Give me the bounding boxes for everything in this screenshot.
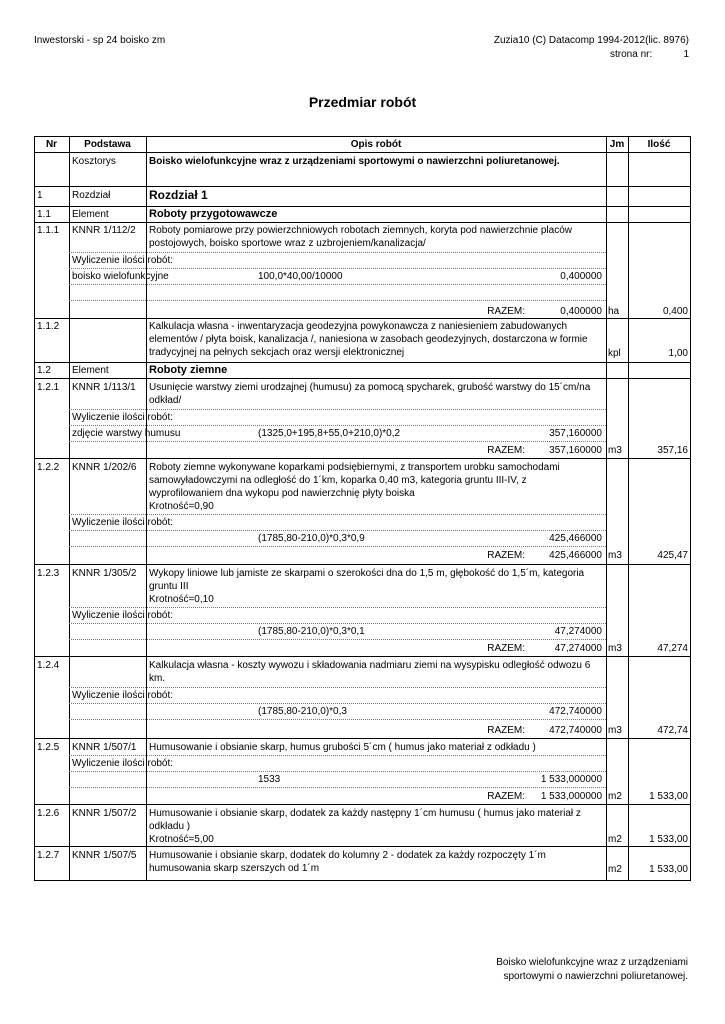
position-description: Roboty pomiarowe przy powierzchniowych robotach ziemnych, koryta pod nawierzchnie placów postojowych, boisko sportowe wraz z uzbrojeniem/kanalizacja/ [149, 225, 572, 249]
razem-value: 1 533,000000 [540, 791, 602, 802]
position-description: Kalkulacja własna - koszty wywozu i składowania nadmiaru ziemi na wysypisku odległość odwozu 6 km. [149, 660, 591, 684]
position-ilosc: 357,16 [657, 445, 688, 456]
document-footer: Boisko wielofunkcyjne wraz z urządzeniami sportowymi o nawierzchni poliuretanowej. [496, 957, 688, 982]
calc-label: Wyliczenie ilości robót: [72, 255, 174, 266]
element-1-1-nr: 1.1 [37, 209, 51, 220]
position-description: Humusowanie i obsianie skarp, humus grubości 5´cm ( humus jako materiał z odkładu ) [149, 742, 536, 753]
razem-value: 472,740000 [549, 725, 602, 736]
razem-label: RAZEM: [487, 550, 525, 561]
position-jm: m2 [608, 864, 622, 875]
position-description: Humusowanie i obsianie skarp, dodatek do kolumny 2 - dodatek za każdy rozpoczęty 1´m humusowania skarp szerszych od 1´m [149, 850, 546, 874]
position-podstawa: KNNR 1/305/2 [72, 568, 137, 579]
calc-formula: (1785,80-210,0)*0,3*0,1 [258, 626, 365, 637]
position-ilosc: 1 533,00 [649, 834, 688, 845]
position-description: Roboty ziemne wykonywane koparkami podsiębiernymi, z transportem urobku samochodami samowyładowczymi na odległość do 1´km, koparka 0,40 m3, kategoria gruntu III-IV, z wyprofilowaniem dna wykopu pod nawierzchnię płyty boiska [149, 462, 560, 499]
kosztorys-title: Boisko wielofunkcyjne wraz z urządzeniami sportowymi o nawierzchni poliuretanowej. [149, 156, 560, 167]
position-podstawa: KNNR 1/112/2 [72, 225, 136, 236]
position-nr: 1.2.7 [37, 850, 60, 861]
rozdzial-nr: 1 [37, 190, 43, 201]
calc-formula: 100,0*40,00/10000 [258, 271, 343, 282]
position-podstawa: KNNR 1/202/6 [72, 462, 137, 473]
calc-label: Wyliczenie ilości robót: [72, 610, 174, 621]
position-nr: 1.2.4 [37, 660, 60, 671]
razem-value: 425,466000 [549, 550, 602, 561]
position-jm: ha [608, 306, 620, 317]
position-jm: m2 [608, 791, 622, 802]
position-description: Wykopy liniowe lub jamiste ze skarpami o szerokości dna do 1,5 m, głębokość do 1,5´m, kategoria gruntu III [149, 568, 585, 592]
position-ilosc: 1 533,00 [649, 864, 688, 875]
position-nr: 1.1.2 [37, 321, 60, 332]
position-nr: 1.1.1 [37, 225, 60, 236]
position-ilosc: 472,74 [657, 725, 688, 736]
element-1-1-title: Roboty przygotowawcze [149, 208, 278, 220]
col-header-jm: Jm [609, 139, 625, 150]
position-ilosc: 1 533,00 [649, 791, 688, 802]
rozdzial-title: Rozdział 1 [149, 188, 208, 202]
page-number-label: strona nr: [610, 49, 653, 60]
col-header-opis: Opis robót [350, 139, 402, 150]
calc-value: 425,466000 [549, 533, 602, 544]
razem-value: 47,274000 [554, 643, 602, 654]
element-1-2-title: Roboty ziemne [149, 364, 228, 376]
document-title: Przedmiar robót [308, 94, 417, 110]
page-number: 1 [683, 49, 689, 60]
position-krotnosc: Krotność=0,90 [149, 501, 214, 512]
position-podstawa: KNNR 1/507/1 [72, 742, 137, 753]
position-nr: 1.2.3 [37, 568, 60, 579]
calc-label: Wyliczenie ilości robót: [72, 517, 174, 528]
position-nr: 1.2.2 [37, 462, 60, 473]
razem-label: RAZEM: [487, 725, 525, 736]
calc-label: Wyliczenie ilości robót: [72, 412, 174, 423]
element-1-2-podstawa: Element [72, 365, 109, 376]
position-jm: m3 [608, 725, 622, 736]
position-jm: m3 [608, 445, 622, 456]
col-header-podstawa: Podstawa [84, 139, 131, 150]
razem-value: 0,400000 [560, 306, 602, 317]
position-jm: kpl [608, 348, 621, 359]
element-1-1-podstawa: Element [72, 209, 109, 220]
position-krotnosc: Krotność=0,10 [149, 594, 214, 605]
position-description: Usunięcie warstwy ziemi urodzajnej (humusu) za pomocą spycharek, grubość warstwy do 15´cm/na odkład/ [149, 382, 591, 406]
position-podstawa: KNNR 1/113/1 [72, 382, 136, 393]
position-podstawa: KNNR 1/507/5 [72, 850, 137, 861]
position-ilosc: 1,00 [668, 348, 688, 359]
calc-item-label: boisko wielofunkcyjne [72, 271, 169, 282]
calc-item-label: zdjęcie warstwy humusu [72, 428, 181, 439]
position-ilosc: 425,47 [657, 550, 688, 561]
position-jm: m3 [608, 643, 622, 654]
position-description: Kalkulacja własna - inwentaryzacja geodezyjna powykonawcza z naniesieniem zabudowanych elementów / płyta boisk, kanalizacja /, naniesiona w zasobach geodezyjnych, dostarczona w formie tradycyjnej na pełnych sekcjach oraz wersji elektronicznej [149, 321, 588, 358]
razem-value: 357,160000 [549, 445, 602, 456]
calc-formula: (1785,80-210,0)*0,3 [258, 706, 347, 717]
position-description: Humusowanie i obsianie skarp, dodatek za każdy następny 1´cm humusu ( humus jako materiał z odkładu ) [149, 808, 581, 832]
col-header-ilosc: Ilość [647, 139, 671, 150]
document-header-right: Zuzia10 (C) Datacomp 1994-2012(lic. 8976) [493, 35, 689, 46]
position-nr: 1.2.6 [37, 808, 60, 819]
position-jm: m2 [608, 834, 622, 845]
calc-label: Wyliczenie ilości robót: [72, 690, 174, 701]
calc-label: Wyliczenie ilości robót: [72, 758, 174, 769]
calc-value: 0,400000 [560, 271, 602, 282]
document-header-left: Inwestorski - sp 24 boisko zm [34, 35, 166, 46]
calc-value: 357,160000 [549, 428, 602, 439]
col-header-nr: Nr [45, 139, 58, 150]
calc-value: 47,274000 [554, 626, 602, 637]
calc-formula: (1325,0+195,8+55,0+210,0)*0,2 [258, 428, 401, 439]
razem-label: RAZEM: [487, 445, 525, 456]
calc-formula: 1533 [258, 774, 281, 785]
position-ilosc: 0,400 [662, 306, 688, 317]
calc-value: 1 533,000000 [540, 774, 602, 785]
razem-label: RAZEM: [487, 306, 525, 317]
position-podstawa: KNNR 1/507/2 [72, 808, 137, 819]
calc-formula: (1785,80-210,0)*0,3*0,9 [258, 533, 365, 544]
position-nr: 1.2.5 [37, 742, 60, 753]
razem-label: RAZEM: [487, 643, 525, 654]
position-krotnosc: Krotność=5,00 [149, 834, 214, 845]
razem-label: RAZEM: [487, 791, 525, 802]
calc-value: 472,740000 [549, 706, 602, 717]
element-1-2-nr: 1.2 [37, 365, 51, 376]
position-jm: m3 [608, 550, 622, 561]
rozdzial-podstawa: Rozdział [72, 190, 111, 201]
position-ilosc: 47,274 [657, 643, 688, 654]
position-nr: 1.2.1 [37, 382, 60, 393]
kosztorys-podstawa: Kosztorys [72, 156, 116, 167]
